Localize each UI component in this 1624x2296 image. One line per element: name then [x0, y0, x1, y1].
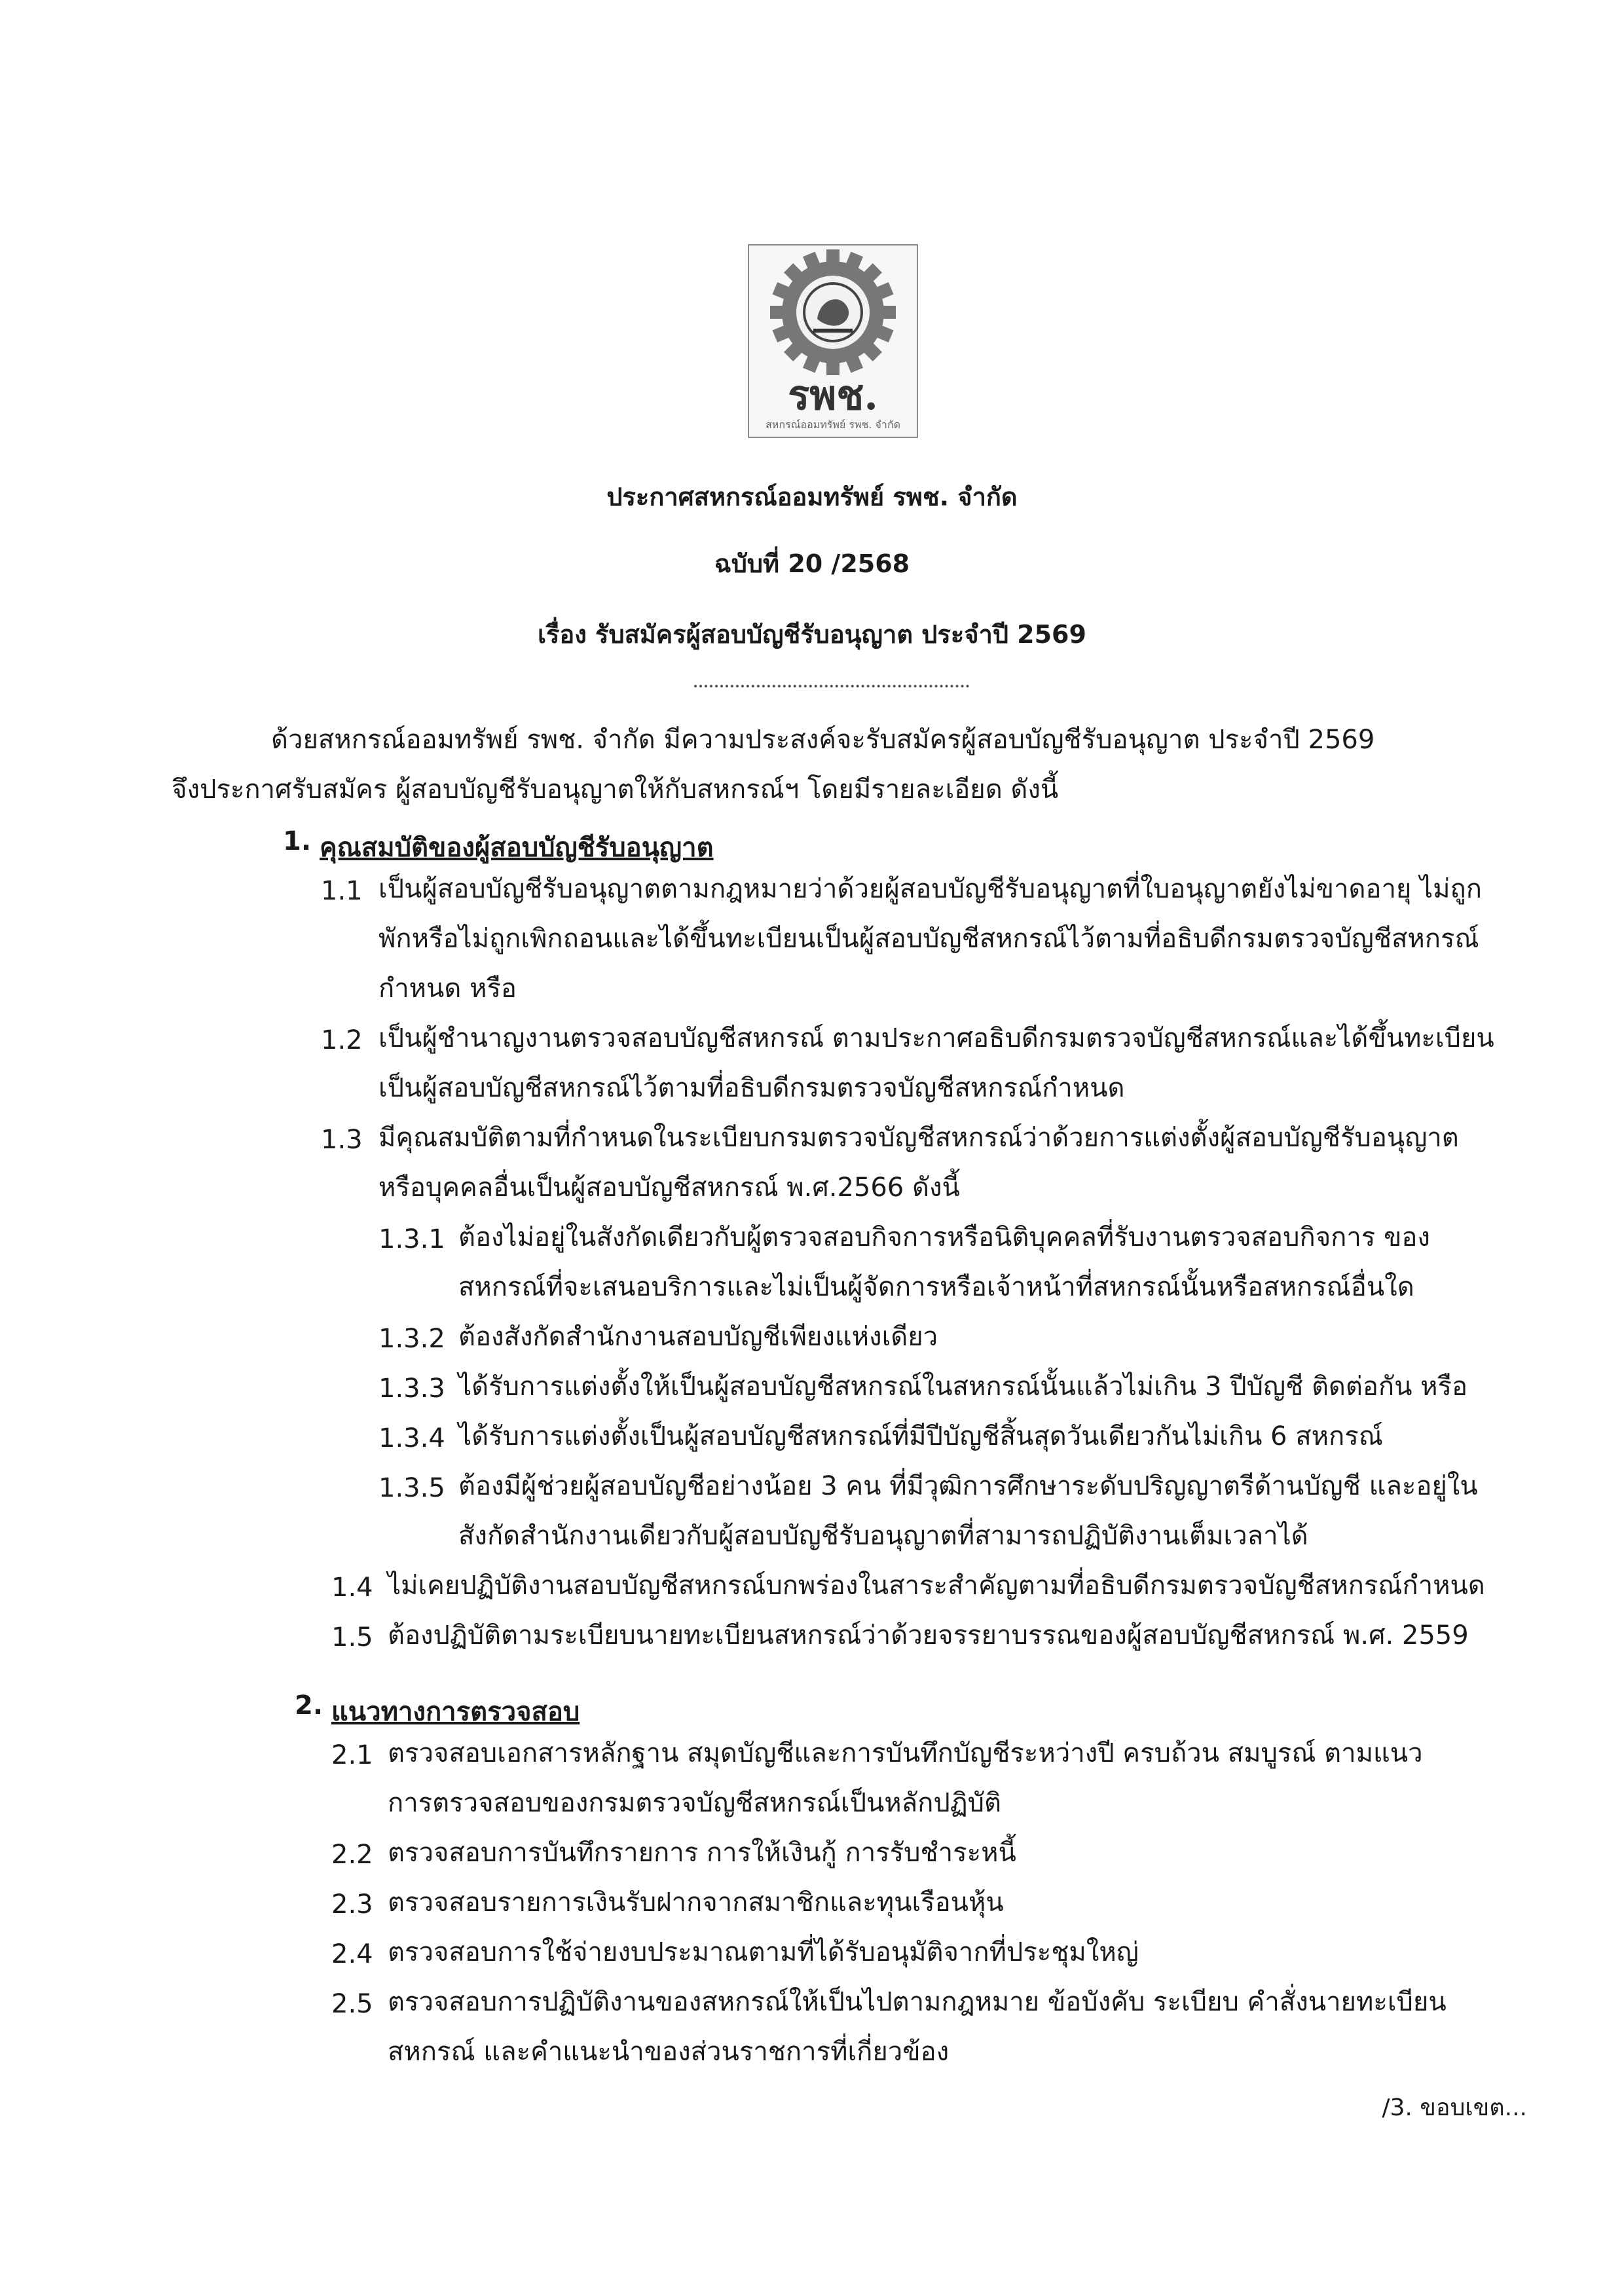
item-text: หรือบุคคลอื่นเป็นผู้สอบบัญชีสหกรณ์ พ.ศ.2566 ดังนี้ [378, 1173, 960, 1203]
item-text: เป็นผู้ชำนาญงานตรวจสอบบัญชีสหกรณ์ ตามประกาศอธิบดีกรมตรวจบัญชีสหกรณ์และได้ขึ้นทะเบียน [378, 1023, 1494, 1053]
subitem-number: 1.3.2 [378, 1324, 445, 1354]
subitem-text: ต้องสังกัดสำนักงานสอบบัญชีเพียงแห่งเดียว [458, 1322, 938, 1352]
item-text: การตรวจสอบของกรมตรวจบัญชีสหกรณ์เป็นหลักปฏิบัติ [388, 1788, 1002, 1818]
item-number: 1.2 [321, 1025, 363, 1055]
item-number: 2.2 [331, 1840, 373, 1870]
subitem-number: 1.3.4 [378, 1423, 445, 1453]
item-text: กำหนด หรือ [378, 974, 517, 1004]
logo-text: รพช. [788, 371, 878, 419]
item-text: ตรวจสอบรายการเงินรับฝากจากสมาชิกและทุนเรือนหุ้น [388, 1887, 1004, 1918]
item-text: ตรวจสอบการใช้จ่ายงบประมาณตามที่ได้รับอนุมัติจากที่ประชุมใหญ่ [388, 1937, 1139, 1967]
item-number: 2.5 [331, 1989, 373, 2019]
item-text: สหกรณ์ และคำแนะนำของส่วนราชการที่เกี่ยวข้อง [388, 2037, 950, 2067]
item-text: พักหรือไม่ถูกเพิกถอนและได้ขึ้นทะเบียนเป็นผู้สอบบัญชีสหกรณ์ไว้ตามที่อธิบดีกรมตรวจบัญชีสหกรณ์ [378, 924, 1479, 954]
announcement-title: ประกาศสหกรณ์ออมทรัพย์ รพช. จำกัด [606, 483, 1018, 511]
logo-subtext: สหกรณ์ออมทรัพย์ รพช. จำกัด [766, 418, 900, 431]
subitem-number: 1.3.1 [378, 1224, 445, 1254]
continuation-note: /3. ขอบเขต... [1382, 2094, 1527, 2121]
intro-line-1: ด้วยสหกรณ์ออมทรัพย์ รพช. จำกัด มีความประสงค์จะรับสมัครผู้สอบบัญชีรับอนุญาต ประจำปี 2569 [271, 725, 1375, 755]
subitem-number: 1.3.3 [378, 1374, 445, 1404]
item-number: 2.3 [331, 1889, 373, 1920]
announcement-number: ฉบับที่ 20 /2568 [714, 549, 910, 578]
subitem-text: สหกรณ์ที่จะเสนอบริการและไม่เป็นผู้จัดการหรือเจ้าหน้าที่สหกรณ์นั้นหรือสหกรณ์อื่นใด [458, 1272, 1414, 1302]
item-text: มีคุณสมบัติตามที่กำหนดในระเบียบกรมตรวจบัญชีสหกรณ์ว่าด้วยการแต่งตั้งผู้สอบบัญชีรับอนุญาต [378, 1123, 1459, 1153]
subitem-text: ต้องไม่อยู่ในสังกัดเดียวกับผู้ตรวจสอบกิจการหรือนิติบุคคลที่รับงานตรวจสอบกิจการ ของ [458, 1222, 1430, 1252]
section-2-heading: แนวทางการตรวจสอบ [331, 1697, 580, 1727]
subitem-text: ได้รับการแต่งตั้งเป็นผู้สอบบัญชีสหกรณ์ที่มีปีบัญชีสิ้นสุดวันเดียวกันไม่เกิน 6 สหกรณ์ [458, 1421, 1383, 1451]
item-text: ตรวจสอบการปฏิบัติงานของสหกรณ์ให้เป็นไปตามกฎหมาย ข้อบังคับ ระเบียบ คำสั่งนายทะเบียน [388, 1987, 1447, 2017]
section-1-heading: คุณสมบัติของผู้สอบบัญชีรับอนุญาต [320, 833, 714, 863]
item-number: 2.4 [331, 1939, 373, 1969]
item-text: ต้องปฏิบัติตามระเบียบนายทะเบียนสหกรณ์ว่าด้วยจรรยาบรรณของผู้สอบบัญชีสหกรณ์ พ.ศ. 2559 [388, 1620, 1469, 1650]
item-text: ตรวจสอบการบันทึกรายการ การให้เงินกู้ การรับชำระหนี้ [388, 1838, 1016, 1868]
subitem-number: 1.3.5 [378, 1473, 445, 1503]
subitem-text: สังกัดสำนักงานเดียวกับผู้สอบบัญชีรับอนุญาตที่สามารถปฏิบัติงานเต็มเวลาได้ [458, 1521, 1308, 1551]
item-number: 1.3 [321, 1125, 363, 1155]
item-number: 1.1 [321, 876, 363, 906]
item-number: 2.1 [331, 1740, 373, 1770]
item-text: ตรวจสอบเอกสารหลักฐาน สมุดบัญชีและการบันทึกบัญชีระหว่างปี ครบถ้วน สมบูรณ์ ตามแนว [388, 1738, 1423, 1768]
intro-line-2: จึงประกาศรับสมัคร ผู้สอบบัญชีรับอนุญาตให้กับสหกรณ์ฯ โดยมีรายละเอียด ดังนี้ [172, 774, 1059, 805]
item-text: ไม่เคยปฏิบัติงานสอบบัญชีสหกรณ์บกพร่องในสาระสำคัญตามที่อธิบดีกรมตรวจบัญชีสหกรณ์กำหนด [388, 1571, 1485, 1601]
cooperative-logo [748, 244, 918, 438]
section-2-number: 2. [295, 1690, 323, 1721]
dotted-divider [694, 685, 969, 687]
subitem-text: ต้องมีผู้ช่วยผู้สอบบัญชีอย่างน้อย 3 คน ที่มีวุฒิการศึกษาระดับปริญญาตรีด้านบัญชี และอยู่ใน [458, 1471, 1478, 1501]
item-text: เป็นผู้สอบบัญชีสหกรณ์ไว้ตามที่อธิบดีกรมตรวจบัญชีสหกรณ์กำหนด [378, 1073, 1125, 1103]
item-number: 1.5 [331, 1622, 373, 1652]
subitem-text: ได้รับการแต่งตั้งให้เป็นผู้สอบบัญชีสหกรณ์ในสหกรณ์นั้นแล้วไม่เกิน 3 ปีบัญชี ติดต่อกัน หรือ [458, 1372, 1468, 1402]
announcement-subject: เรื่อง รับสมัครผู้สอบบัญชีรับอนุญาต ประจำปี 2569 [538, 620, 1086, 649]
item-number: 1.4 [331, 1573, 373, 1603]
item-text: เป็นผู้สอบบัญชีรับอนุญาตตามกฎหมายว่าด้วยผู้สอบบัญชีรับอนุญาตที่ใบอนุญาตยังไม่ขาดอายุ ไม่ถูก [378, 874, 1482, 904]
section-1-number: 1. [283, 826, 312, 856]
